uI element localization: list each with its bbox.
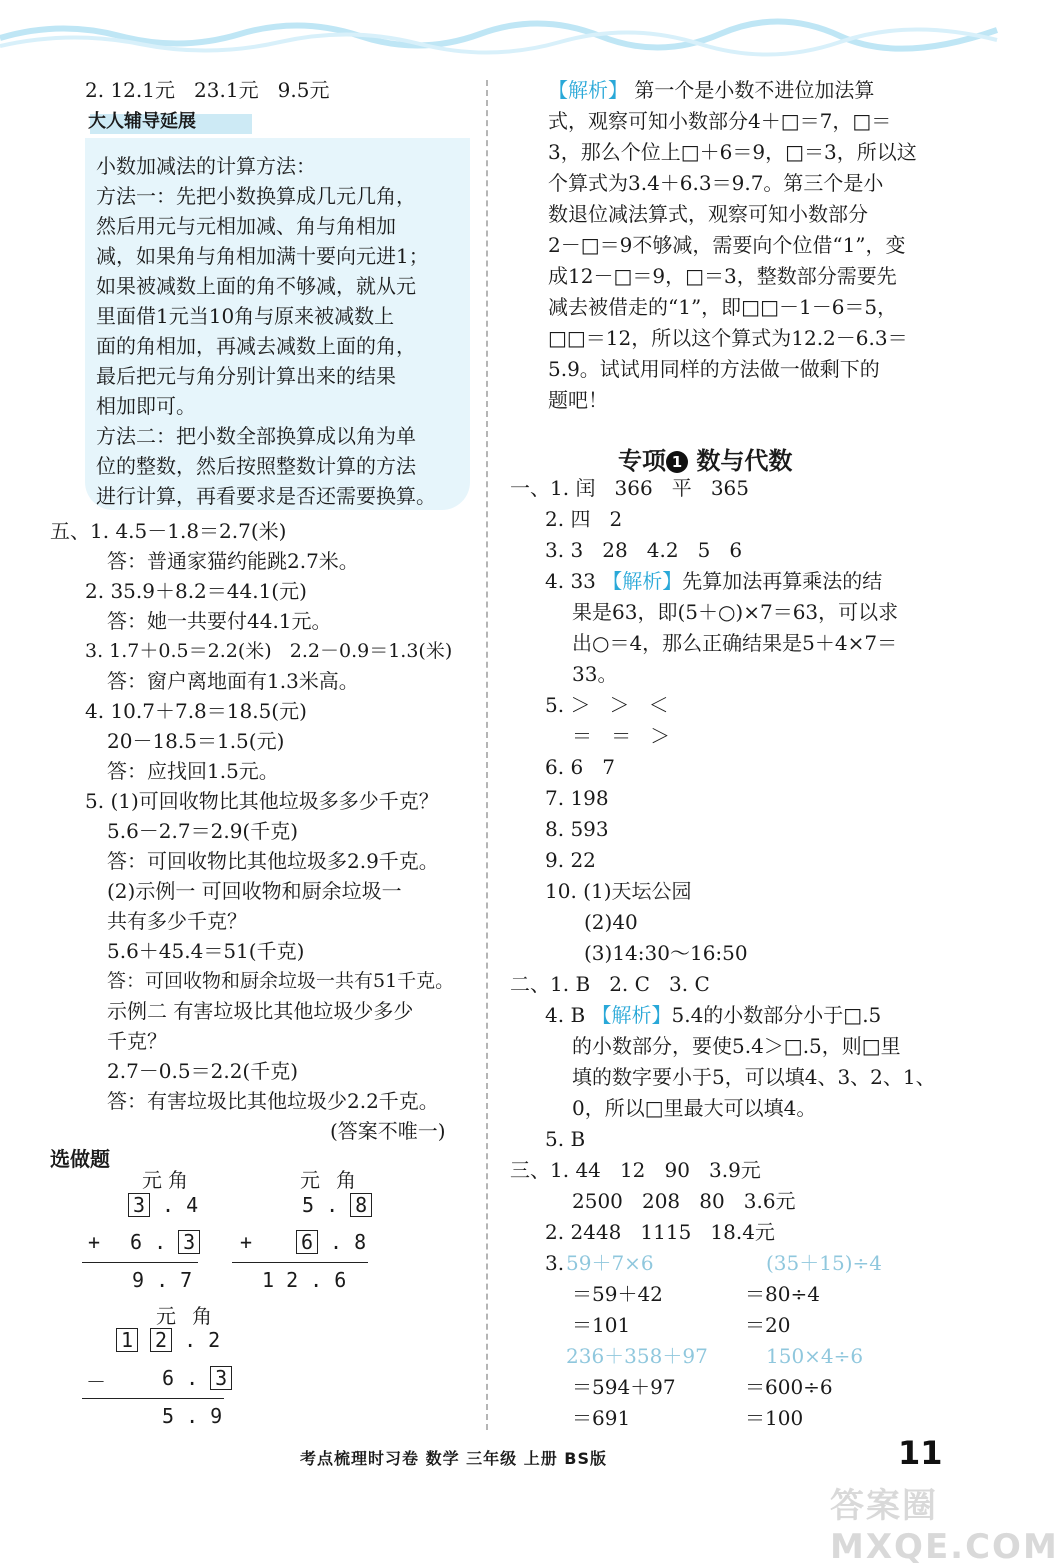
calc2-rule bbox=[232, 1262, 368, 1263]
calc1-mid: 6 . 3 bbox=[130, 1230, 200, 1254]
answer-line: 20－18.5＝1.5(元) bbox=[107, 729, 285, 753]
answer-line: 答：可回收物和厨余垃圾一共有51千克。 bbox=[107, 970, 455, 992]
answer-line: 答：有害垃圾比其他垃圾少2.2千克。 bbox=[107, 1089, 439, 1113]
answer-line: ＝59＋42 bbox=[572, 1282, 663, 1306]
answer-line: 9. 22 bbox=[545, 848, 596, 872]
expr-faint: 59＋7×6 bbox=[566, 1251, 654, 1275]
answer-line: ＝101 bbox=[572, 1313, 631, 1337]
answer-line: ＝691 bbox=[572, 1406, 631, 1430]
calc1-top: 3 . 4 bbox=[128, 1193, 198, 1217]
answer-line: 答：应找回1.5元。 bbox=[107, 759, 279, 783]
analysis-line: 个算式为3.4＋6.3＝9.7。第三个是小 bbox=[548, 171, 884, 195]
answer-2: 2. 12.1元 23.1元 9.5元 bbox=[85, 78, 330, 102]
answer-line: 二、1. B 2. C 3. C bbox=[510, 972, 710, 996]
answer-line: 示例二 有害垃圾比其他垃圾少多少 bbox=[107, 999, 414, 1023]
answer-line: 千克？ bbox=[107, 1029, 167, 1053]
answer-line: 填的数字要小于5，可以填4、3、2、1、 bbox=[572, 1065, 936, 1089]
calc3-top: 1 2 . 2 bbox=[116, 1328, 220, 1352]
tip-line: 然后用元与元相加减、角与角相加 bbox=[96, 214, 396, 238]
tip-line: 位的整数，然后按照整数计算的方法 bbox=[96, 454, 416, 478]
answer-line: ＝20 bbox=[745, 1313, 791, 1337]
answer-note: (答案不唯一) bbox=[330, 1119, 446, 1143]
answer-line: ＝80÷4 bbox=[745, 1282, 820, 1306]
analysis-line: 【解析】 第一个是小数不进位加法算 bbox=[548, 78, 875, 102]
answer-line: 8. 593 bbox=[545, 817, 609, 841]
answer-line: 2.7－0.5＝2.2(千克) bbox=[107, 1059, 299, 1083]
tip-line: 相加即可。 bbox=[96, 394, 196, 418]
answer-line: 2. 2448 1115 18.4元 bbox=[545, 1220, 775, 1244]
answer-line: 4. B 【解析】5.4的小数部分小于□.5 bbox=[545, 1003, 882, 1027]
answer-line: 5. ＞ ＞ ＜ bbox=[545, 693, 669, 717]
answer-line: 5.6＋45.4＝51(千克) bbox=[107, 939, 305, 963]
analysis-tag: 【解析】 bbox=[548, 78, 628, 102]
answer-line: 5. (1)可回收物比其他垃圾多多少千克？ bbox=[85, 789, 439, 813]
calc3-op: － bbox=[86, 1370, 106, 1394]
answer-line: 4. 33 【解析】先算加法再算乘法的结 bbox=[545, 569, 883, 593]
jiao-label: 角 bbox=[336, 1168, 356, 1192]
analysis-line: 减去被借走的“1”，即□□－1－6＝5， bbox=[548, 295, 898, 319]
answer-line: ＝ ＝ ＞ bbox=[572, 724, 671, 748]
page-number: 11 bbox=[898, 1434, 943, 1472]
section-title: 专项 1 数与代数 bbox=[618, 447, 793, 475]
answer-line: 果是63，即(5＋○)×7＝63，可以求 bbox=[572, 600, 899, 624]
tip-line: 面的角相加，再减去减数上面的角， bbox=[96, 334, 416, 358]
calc1-op: + bbox=[88, 1230, 101, 1254]
answer-line: 6. 6 7 bbox=[545, 755, 615, 779]
answer-line: 2500 208 80 3.6元 bbox=[572, 1189, 796, 1213]
tip-line: 里面借1元当10角与原来被减数上 bbox=[96, 304, 395, 328]
answer-line: 答：她一共要付44.1元。 bbox=[107, 609, 332, 633]
tip-line: 方法一：先把小数换算成几元几角， bbox=[96, 184, 416, 208]
calc1-result: 9 . 7 bbox=[132, 1268, 193, 1292]
calc2-top: 5 . 8 bbox=[302, 1193, 372, 1217]
analysis-line: 2－□＝9不够减，需要向个位借“1”，变 bbox=[548, 233, 906, 257]
yuan-label: 元 bbox=[300, 1168, 320, 1192]
answer-line: 10. (1)天坛公园 bbox=[545, 879, 692, 903]
expr-faint: (35＋15)÷4 bbox=[766, 1251, 882, 1275]
answer-line: (3)14:30～16:50 bbox=[584, 941, 748, 965]
calc2-op: + bbox=[240, 1230, 253, 1254]
answer-line: 五、1. 4.5－1.8＝2.7(米) bbox=[50, 519, 287, 543]
answer-line: 3. 3 28 4.2 5 6 bbox=[545, 538, 743, 562]
tip-line: 减，如果角与角相加满十要向元进1； bbox=[96, 244, 429, 268]
answer-line: 3. 1.7＋0.5＝2.2(米) 2.2－0.9＝1.3(米) bbox=[85, 640, 453, 662]
analysis-line: 数退位减法算式，观察可知小数部分 bbox=[548, 202, 868, 226]
top-wave-decoration bbox=[0, 0, 997, 60]
answer-line: ＝100 bbox=[745, 1406, 804, 1430]
tip-line: 小数加减法的计算方法： bbox=[96, 154, 316, 178]
answer-line: 5. B bbox=[545, 1127, 586, 1151]
answer-line: 答：可回收物比其他垃圾多2.9千克。 bbox=[107, 849, 439, 873]
answer-line: (2)示例一 可回收物和厨余垃圾一 bbox=[107, 879, 402, 903]
tip-line: 进行计算，再看要求是否还需要换算。 bbox=[96, 484, 436, 508]
answer-line: 2. 35.9＋8.2＝44.1(元) bbox=[85, 579, 307, 603]
answer-line: 出○＝4，那么正确结果是5＋4×7＝ bbox=[572, 631, 898, 655]
analysis-line: 式，观察可知小数部分4＋□＝7，□＝ bbox=[548, 109, 892, 133]
analysis-line: 成12－□＝9，□＝3，整数部分需要先 bbox=[548, 264, 897, 288]
answer-line: 5.6－2.7＝2.9(千克) bbox=[107, 819, 299, 843]
tip-line: 方法二：把小数全部换算成以角为单 bbox=[96, 424, 416, 448]
calc3-rule bbox=[82, 1398, 224, 1399]
analysis-line: 题吧！ bbox=[548, 388, 608, 412]
calc2-mid: 6 . 8 bbox=[296, 1230, 366, 1254]
yuan-label: 元 bbox=[142, 1168, 162, 1192]
column-divider bbox=[486, 80, 488, 1430]
section-number-badge: 1 bbox=[666, 451, 688, 473]
analysis-line: 3，那么个位上□＋6＝9，□＝3，所以这 bbox=[548, 140, 917, 164]
answer-line: 答：普通家猫约能跳2.7米。 bbox=[107, 549, 359, 573]
watermark: 答案圈 MXQE.COM bbox=[830, 1486, 1059, 1567]
answer-line: 的小数部分，要使5.4＞□.5，则□里 bbox=[572, 1034, 901, 1058]
answer-line: 4. 10.7＋7.8＝18.5(元) bbox=[85, 699, 307, 723]
analysis-line: □□＝12，所以这个算式为12.2－6.3＝ bbox=[548, 326, 908, 350]
answer-line: 0，所以□里最大可以填4。 bbox=[572, 1096, 817, 1120]
answer-line: 33。 bbox=[572, 662, 618, 686]
answer-line: 答：窗户离地面有1.3米高。 bbox=[107, 669, 359, 693]
tip-title: 大人辅导延展 bbox=[88, 111, 196, 132]
footer-text: 考点梳理时习卷 数学 三年级 上册 BS版 bbox=[300, 1449, 608, 1468]
answer-line: 三、1. 44 12 90 3.9元 bbox=[510, 1158, 761, 1182]
jiao-label: 角 bbox=[168, 1168, 188, 1192]
calc3-result: 5 . 9 bbox=[162, 1404, 223, 1428]
yuan-label: 元 bbox=[156, 1304, 176, 1328]
calc3-mid: 6 . 3 bbox=[162, 1366, 232, 1390]
answer-line: (2)40 bbox=[584, 910, 638, 934]
answer-line: 一、1. 闰 366 平 365 bbox=[510, 476, 750, 500]
answer-line: 3. bbox=[545, 1251, 565, 1275]
tip-line: 最后把元与角分别计算出来的结果 bbox=[96, 364, 396, 388]
calc1-rule bbox=[82, 1262, 198, 1263]
answer-line: ＝594＋97 bbox=[572, 1375, 676, 1399]
expr-faint: 150×4÷6 bbox=[766, 1344, 864, 1368]
answer-line: 共有多少千克？ bbox=[107, 909, 247, 933]
answer-line: 2. 四 2 bbox=[545, 507, 623, 531]
calc2-result: 1 2 . 6 bbox=[262, 1268, 347, 1292]
answer-line: ＝600÷6 bbox=[745, 1375, 833, 1399]
answer-line: 7. 198 bbox=[545, 786, 609, 810]
jiao-label: 角 bbox=[192, 1304, 212, 1328]
optional-title: 选做题 bbox=[50, 1147, 110, 1171]
analysis-line: 5.9。试试用同样的方法做一做剩下的 bbox=[548, 357, 880, 381]
tip-line: 如果被减数上面的角不够减，就从元 bbox=[96, 274, 416, 298]
expr-faint: 236＋358＋97 bbox=[566, 1344, 708, 1368]
